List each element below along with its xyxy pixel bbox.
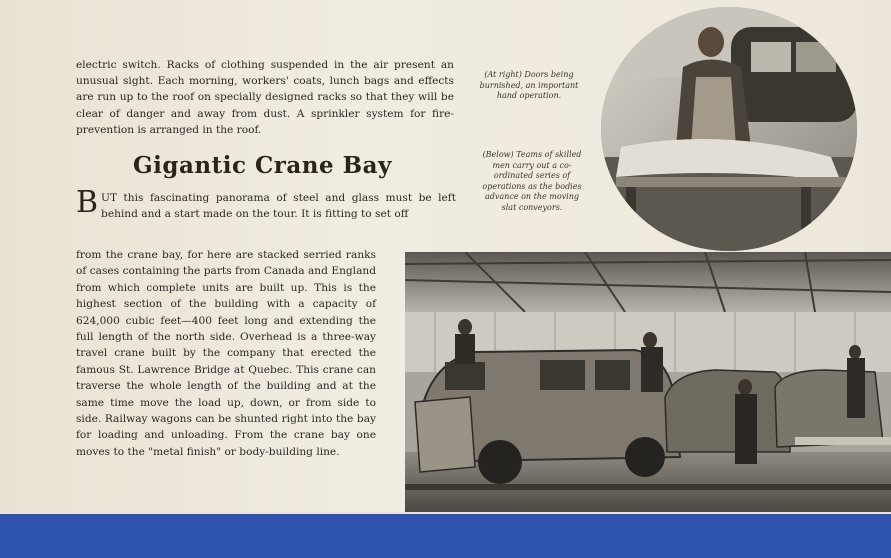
- lead-text: UT this fascinating panorama of steel and glass must be left behind and a start made on the tour. It is fitting to set off: [101, 192, 456, 221]
- caption-below: (Below) Teams of skilled men carry out a co-ordinated series of operations as the bodies advance on the moving slat conveyors.: [482, 150, 582, 212]
- assembly-line-illustration: [405, 252, 891, 514]
- door-burnishing-illustration: [601, 7, 857, 251]
- caption-at-right: (At right) Doors being burnished, an important hand operation.: [479, 70, 579, 101]
- blue-footer-band: [0, 514, 891, 558]
- body-paragraph: from the crane bay, for here are stacked serried ranks of cases containing the parts from Canada and England from which complete units are built up. This is the highest section of the building with a capacity of 624,000 cubic feet—400 feet long and extending the full length of the north side. Overhead is a three-way travel crane built by the company that erected the famous St. Lawrence Bridge at Quebec. This crane can traverse the whole length of the building and at the same time move the load up, down, or from side to side. Railway wagons can be shunted right into the bay for loading and unloading. From the crane bay one moves to the "metal finish" or body-building line.: [76, 249, 376, 458]
- intro-paragraph: electric switch. Racks of clothing suspended in the air present an unusual sight. Each morning, workers' coats, lunch bags and effects are run up to the roof on specially designed racks so that they will be clear of danger and away from dust. A sprinkler system for fire-prevention is arranged in the roof.: [76, 59, 454, 136]
- lead-paragraph: [76, 185, 456, 223]
- circular-photo-door-burnishing: [601, 7, 857, 251]
- photo-assembly-line: [405, 252, 891, 514]
- section-heading: Gigantic Crane Bay: [133, 152, 392, 179]
- drop-cap: B: [76, 185, 99, 220]
